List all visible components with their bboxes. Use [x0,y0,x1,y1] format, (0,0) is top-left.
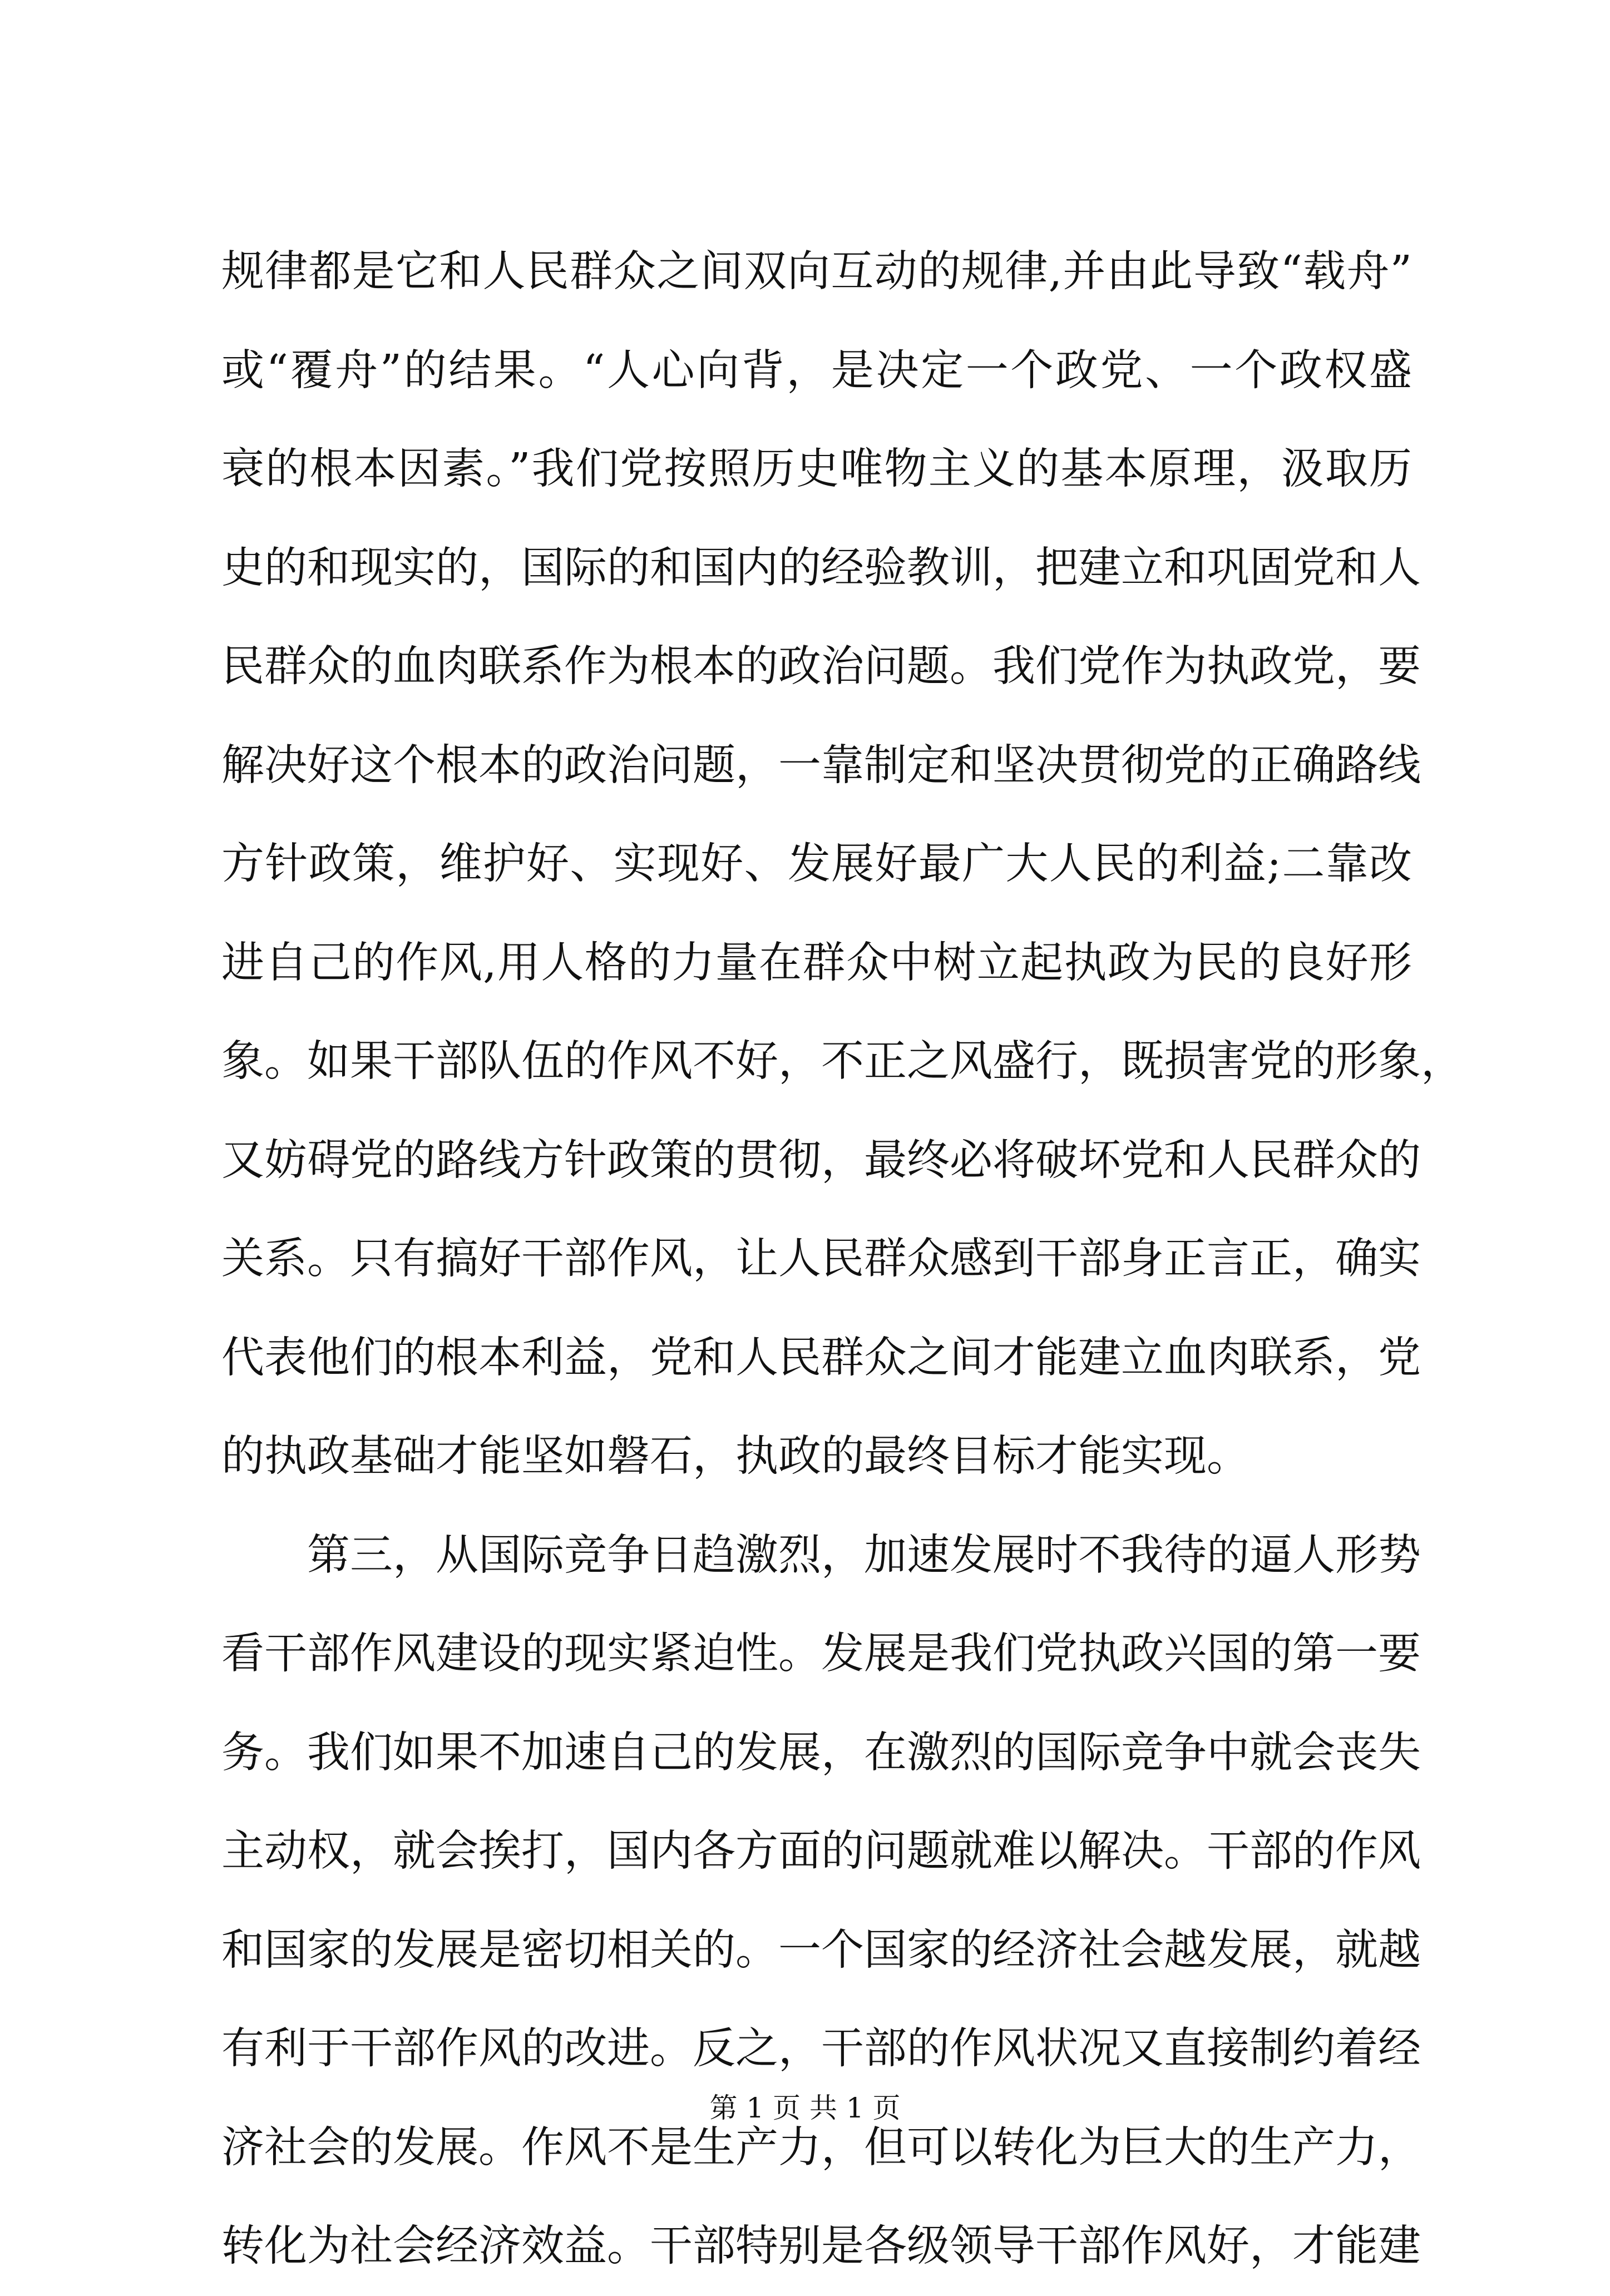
text-line: 转化为社会经济效益。干部特别是各级领导干部作风好，才能建 [221,2221,1421,2271]
paragraph-first-line: 第三，从国际竞争日趋激烈，加速发展时不我待的逼人形势 [307,1530,1421,1580]
text-line: 规律都是它和人民群众之间双向互动的规律,并由此导致“载舟” [221,247,1412,296]
text-line: 务。我们如果不加速自己的发展，在激烈的国际竞争中就会丧失 [221,1728,1421,1778]
text-line: 进自己的作风,用人格的力量在群众中树立起执政为民的良好形 [221,938,1412,988]
paragraph-end-line: 的执政基础才能坚如磐石，执政的最终目标才能实现。 [221,1432,1250,1481]
text-line: 有利于干部作风的改进。反之，干部的作风状况又直接制约着经 [221,2024,1421,2074]
text-line: 民群众的血肉联系作为根本的政治问题。我们党作为执政党，要 [221,642,1421,691]
text-line: 衰的根本因素。”我们党按照历史唯物主义的基本原理，汲取历 [221,444,1412,494]
text-line: 看干部作风建设的现实紧迫性。发展是我们党执政兴国的第一要 [221,1629,1421,1679]
text-line: 又妨碍党的路线方针政策的贯彻，最终必将破坏党和人民群众的 [221,1135,1421,1185]
page-number-label: 第 1 页 共 1 页 [709,2092,901,2124]
text-line: 代表他们的根本利益，党和人民群众之间才能建立血肉联系，党 [221,1333,1421,1383]
document-body [221,222,1464,2296]
text-line: 或“覆舟”的结果。“人心向背，是决定一个政党、一个政权盛 [221,345,1412,395]
page-footer [0,2089,1610,2127]
text-line: 象。如果干部队伍的作风不好，不正之风盛行，既损害党的形象， [221,1037,1464,1086]
text-line: 济社会的发展。作风不是生产力，但可以转化为巨大的生产力， [221,2122,1421,2173]
text-line: 解决好这个根本的政治问题，一靠制定和坚决贯彻党的正确路线 [221,740,1421,790]
text-line: 和国家的发展是密切相关的。一个国家的经济社会越发展，就越 [221,1925,1421,1975]
text-line: 方针政策，维护好、实现好、发展好最广大人民的利益;二靠改 [221,839,1412,889]
text-line: 关系。只有搞好干部作风，让人民群众感到干部身正言正，确实 [221,1234,1421,1284]
text-line: 主动权，就会挨打，国内各方面的问题就难以解决。干部的作风 [221,1827,1421,1876]
text-line: 史的和现实的，国际的和国内的经验教训，把建立和巩固党和人 [221,543,1421,593]
